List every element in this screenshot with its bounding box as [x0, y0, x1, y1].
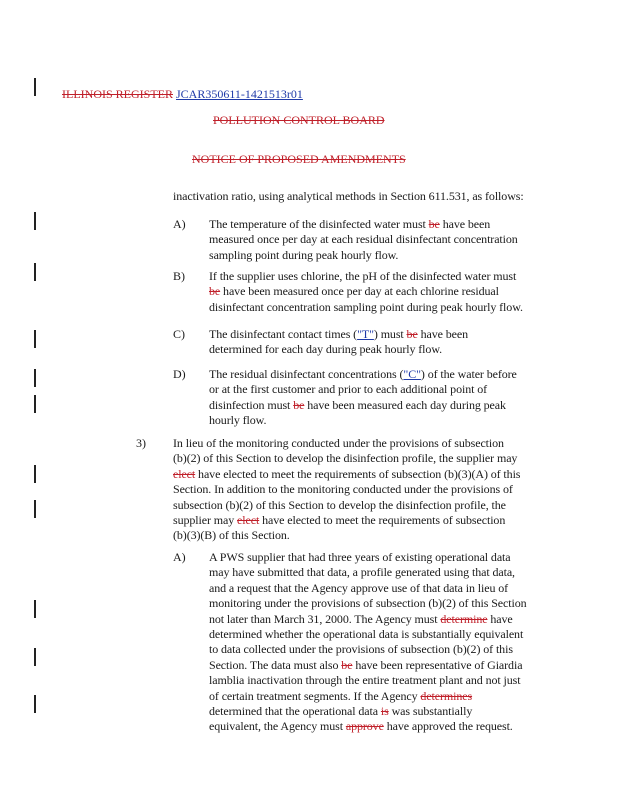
- deleted-text: be: [406, 327, 418, 341]
- text-segment: disinfection must: [209, 397, 294, 412]
- deleted-text: determine: [440, 611, 488, 626]
- text-line: [209, 673, 527, 688]
- text-line: [209, 565, 527, 580]
- change-bar: [34, 695, 36, 713]
- intro-text: inactivation ratio, using analytical methods in Section 611.531, as follows:: [173, 189, 524, 203]
- inserted-text: "T": [357, 327, 374, 341]
- change-bar: [34, 600, 36, 618]
- text-segment: ) must: [373, 327, 407, 341]
- text-line: [173, 467, 520, 482]
- change-bar: [34, 330, 36, 348]
- text-line: [209, 413, 517, 428]
- text-line: [173, 482, 520, 497]
- deleted-text: be: [428, 217, 440, 231]
- change-bar: [34, 465, 36, 483]
- text-segment: The residual disinfectant concentrations (: [209, 367, 404, 381]
- item-text-3: [173, 436, 520, 544]
- deleted-text: determines: [420, 688, 473, 703]
- register-line: [62, 87, 303, 101]
- text-segment: disinfectant concentration sampling point during peak hourly flow.: [209, 299, 523, 314]
- text-segment: (b)(2) of this Section to develop the disinfection profile, the supplier may: [173, 451, 518, 466]
- text-segment: equivalent, the Agency must: [209, 719, 346, 734]
- deleted-text: be: [293, 397, 305, 412]
- change-bar: [34, 500, 36, 518]
- text-line: [173, 513, 520, 528]
- text-segment: supplier may: [173, 513, 238, 528]
- text-segment: Section. The data must also: [209, 657, 342, 672]
- text-line: [209, 689, 527, 704]
- text-line: [209, 367, 517, 382]
- text-segment: of certain treatment segments. If the Agency: [209, 688, 421, 703]
- text-line: [209, 612, 527, 627]
- item-label-3: 3): [136, 436, 146, 450]
- text-segment: have been: [417, 327, 468, 341]
- text-segment: determined that the operational data: [209, 704, 381, 719]
- text-segment: If the supplier uses chlorine, the pH of the disinfected water must: [209, 269, 517, 283]
- text-line: [173, 528, 520, 543]
- text-segment: monitoring under the provisions of subsection (b)(2) of this Section: [209, 596, 527, 611]
- text-segment: hourly flow.: [209, 413, 267, 428]
- text-segment: to data collected under the provisions of subsection (b)(2) of this: [209, 642, 513, 657]
- text-segment: determined for each day during peak hourly flow.: [209, 342, 443, 357]
- text-segment: In lieu of the monitoring conducted under the provisions of subsection: [173, 436, 504, 450]
- text-segment: The temperature of the disinfected water must: [209, 217, 429, 231]
- inserted-text: "C": [403, 367, 421, 381]
- text-segment: (b)(3)(B) of this Section.: [173, 528, 290, 543]
- change-bar: [34, 648, 36, 666]
- text-line: [209, 284, 523, 299]
- change-bar: [34, 369, 36, 387]
- text-segment: Section. In addition to the monitoring conducted under the provisions of: [173, 482, 513, 497]
- board-title: POLLUTION CONTROL BOARD: [213, 113, 385, 127]
- item-text-c: [209, 327, 468, 358]
- text-segment: have elected to meet the requirements of subsection (b)(3)(A) of this: [195, 466, 521, 481]
- text-segment: determined whether the operational data is substantially equivalent: [209, 627, 524, 642]
- text-line: [209, 342, 468, 357]
- text-line: [209, 658, 527, 673]
- item-label-d: D): [173, 367, 186, 381]
- deleted-text: is: [380, 704, 389, 719]
- item-label-c: C): [173, 327, 185, 341]
- text-line: [209, 217, 518, 232]
- change-bar: [34, 263, 36, 281]
- text-line: [209, 269, 523, 284]
- text-segment: was substantially: [388, 704, 473, 719]
- text-segment: have been measured each day during peak: [304, 397, 506, 412]
- deleted-text: elect: [173, 466, 196, 481]
- text-segment: ) of the water before: [420, 367, 517, 381]
- text-line: [209, 719, 527, 734]
- text-segment: A PWS supplier that had three years of existing operational data: [209, 550, 511, 564]
- text-segment: have approved the request.: [383, 719, 513, 734]
- deleted-text: be: [341, 657, 353, 672]
- text-line: [173, 498, 520, 513]
- text-line: [209, 704, 527, 719]
- item-label-3a: A): [173, 550, 186, 564]
- register-deleted: ILLINOIS REGISTER: [62, 87, 173, 101]
- item-label-b: B): [173, 269, 185, 283]
- deleted-text: approve: [345, 719, 384, 734]
- text-line: [209, 642, 527, 657]
- text-segment: have been: [439, 217, 491, 231]
- text-segment: have: [487, 611, 513, 626]
- change-bar: [34, 212, 36, 230]
- change-bar: [34, 395, 36, 413]
- item-label-a: A): [173, 217, 186, 231]
- change-bar: [34, 78, 36, 96]
- item-text-a: [209, 217, 518, 263]
- text-line: [209, 596, 527, 611]
- text-segment: subsection (b)(2) of this Section to develop the disinfection profile, the: [173, 497, 506, 512]
- text-line: [173, 451, 520, 466]
- text-line: [173, 436, 520, 451]
- item-text-d: [209, 367, 517, 429]
- notice-title: NOTICE OF PROPOSED AMENDMENTS: [192, 152, 406, 166]
- deleted-text: elect: [237, 513, 260, 528]
- deleted-text: be: [209, 284, 221, 299]
- text-line: [209, 300, 523, 315]
- text-segment: have elected to meet the requirements of subsection: [259, 513, 506, 528]
- text-segment: and a request that the Agency approve use of that data in lieu of: [209, 580, 509, 595]
- text-segment: have been representative of Giardia: [352, 657, 523, 672]
- text-line: [209, 581, 527, 596]
- text-segment: measured once per day at each residual disinfectant concentration: [209, 232, 518, 247]
- text-line: [209, 232, 518, 247]
- register-inserted: JCAR350611-1421513r01: [176, 87, 303, 101]
- text-segment: or at the first customer and prior to each additional point of: [209, 382, 488, 397]
- text-segment: not later than March 31, 2000. The Agency must: [209, 611, 441, 626]
- text-segment: sampling point during peak hourly flow.: [209, 247, 399, 262]
- text-segment: may have submitted that data, a profile generated using that data,: [209, 565, 515, 580]
- text-line: [209, 327, 468, 342]
- text-line: [209, 398, 517, 413]
- text-segment: The disinfectant contact times (: [209, 327, 358, 341]
- item-text-3a: [209, 550, 527, 735]
- text-line: [209, 248, 518, 263]
- text-segment: have been measured once per day at each chlorine residual: [220, 284, 499, 299]
- text-line: [209, 382, 517, 397]
- text-line: [209, 627, 527, 642]
- item-text-b: [209, 269, 523, 315]
- text-line: [209, 550, 527, 565]
- text-segment: lamblia inactivation through the entire treatment plant and not just: [209, 673, 521, 688]
